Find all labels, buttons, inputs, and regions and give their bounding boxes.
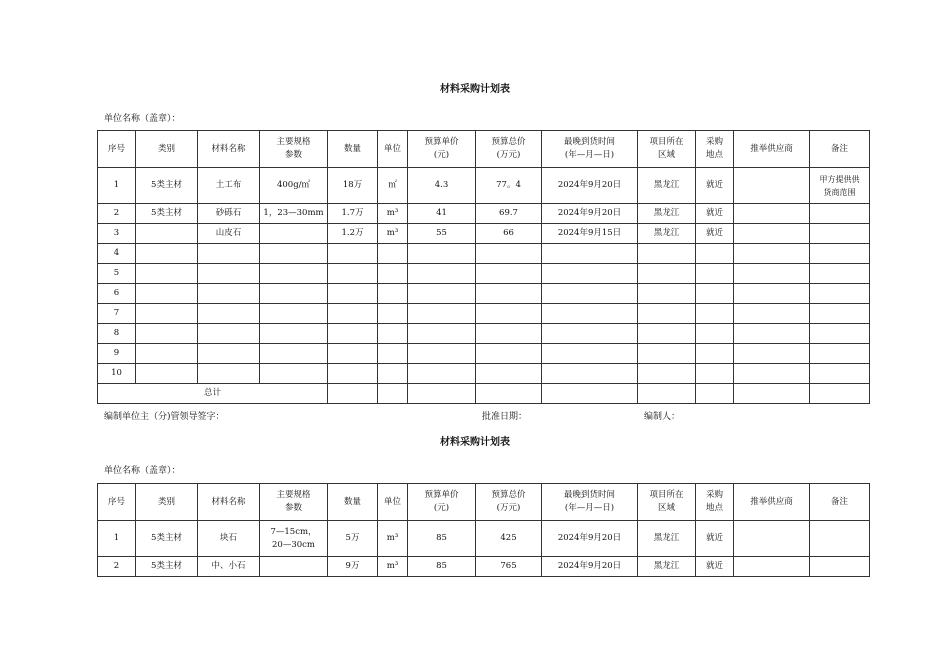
cell-seq: 1 [98, 168, 136, 204]
cell-spec: 7—15cm， 20—30cm [260, 521, 328, 557]
cell-material: 块石 [198, 521, 260, 557]
cell-material: 土工布 [198, 168, 260, 204]
table-row [98, 364, 870, 384]
cell-category: 5类主材 [136, 521, 198, 557]
cell-unit: m³ [378, 521, 408, 557]
cell-seq: 7 [98, 304, 136, 324]
cell-location: 就近 [696, 521, 734, 557]
cell-unit-price: 4.3 [408, 168, 476, 204]
page-title-2: 材料采购计划表 [440, 437, 510, 448]
cell-remark [810, 521, 870, 557]
cell-qty: 18万 [328, 168, 378, 204]
cell-seq: 9 [98, 344, 136, 364]
cell-material: 中、小石 [198, 557, 260, 577]
header-unit: 单位 [378, 131, 408, 168]
unit-name-label-2: 单位名称（盖章）： [104, 466, 181, 476]
cell-remark [810, 204, 870, 224]
header-remark: 备注 [810, 131, 870, 168]
cell-seq: 4 [98, 244, 136, 264]
cell-spec: 400g/㎡ [260, 168, 328, 204]
header-region: 项目所在 区域 [638, 484, 696, 521]
procurement-table-2 [97, 483, 870, 577]
cell-supplier [734, 224, 810, 244]
cell-deadline: 2024年9月20日 [542, 204, 638, 224]
cell-seq: 6 [98, 284, 136, 304]
table-row [98, 304, 870, 324]
header-total-price: 预算总价 (万元) [476, 484, 542, 521]
header-seq: 序号 [98, 484, 136, 521]
cell-unit-price: 85 [408, 521, 476, 557]
cell-unit-price: 55 [408, 224, 476, 244]
cell-seq: 3 [98, 224, 136, 244]
cell-material: 砂砾石 [198, 204, 260, 224]
cell-unit-price: 85 [408, 557, 476, 577]
table-row [98, 557, 870, 577]
cell-unit: m³ [378, 204, 408, 224]
cell-total-price: 69.7 [476, 204, 542, 224]
header-seq: 序号 [98, 131, 136, 168]
header-category: 类别 [136, 484, 198, 521]
table-header-row [98, 131, 870, 168]
total-row [98, 384, 870, 404]
cell-total-price: 77。4 [476, 168, 542, 204]
total-label: 总计 [98, 384, 328, 404]
header-location: 采购 地点 [696, 131, 734, 168]
cell-spec: 1，23—30mm [260, 204, 328, 224]
header-spec: 主要规格 参数 [260, 131, 328, 168]
header-unit-price: 预算单价 (元) [408, 131, 476, 168]
table-row [98, 224, 870, 244]
cell-remark [810, 557, 870, 577]
cell-location: 就近 [696, 168, 734, 204]
header-spec: 主要规格 参数 [260, 484, 328, 521]
cell-supplier [734, 521, 810, 557]
cell-total-price: 425 [476, 521, 542, 557]
table-row [98, 284, 870, 304]
header-unit: 单位 [378, 484, 408, 521]
table-row [98, 521, 870, 557]
cell-total-price: 66 [476, 224, 542, 244]
cell-qty: 9万 [328, 557, 378, 577]
table-row [98, 324, 870, 344]
approve-date-label: 批准日期： [482, 412, 528, 422]
signer-label: 编制单位主（分)管领导签字： [104, 412, 225, 422]
cell-qty: 5万 [328, 521, 378, 557]
header-material: 材料名称 [198, 131, 260, 168]
cell-deadline: 2024年9月20日 [542, 557, 638, 577]
table-row [98, 244, 870, 264]
cell-location: 就近 [696, 224, 734, 244]
cell-unit: m³ [378, 224, 408, 244]
table-row [98, 168, 870, 204]
cell-total-price: 765 [476, 557, 542, 577]
header-material: 材料名称 [198, 484, 260, 521]
header-deadline: 最晚到货时间 (年—月—日) [542, 484, 638, 521]
procurement-table-1 [97, 130, 870, 404]
cell-category: 5类主材 [136, 557, 198, 577]
cell-seq: 10 [98, 364, 136, 384]
header-category: 类别 [136, 131, 198, 168]
cell-deadline: 2024年9月20日 [542, 168, 638, 204]
cell-region: 黑龙江 [638, 557, 696, 577]
cell-region: 黑龙江 [638, 168, 696, 204]
cell-supplier [734, 168, 810, 204]
header-supplier: 推举供应商 [734, 484, 810, 521]
cell-category [136, 224, 198, 244]
cell-region: 黑龙江 [638, 521, 696, 557]
cell-deadline: 2024年9月15日 [542, 224, 638, 244]
cell-unit: m³ [378, 557, 408, 577]
table-row [98, 344, 870, 364]
cell-spec [260, 557, 328, 577]
header-supplier: 推举供应商 [734, 131, 810, 168]
cell-unit-price: 41 [408, 204, 476, 224]
cell-seq: 1 [98, 521, 136, 557]
cell-remark: 甲方提供供 货商范围 [810, 168, 870, 204]
table-row [98, 264, 870, 284]
cell-location: 就近 [696, 557, 734, 577]
cell-material: 山皮石 [198, 224, 260, 244]
header-qty: 数量 [328, 131, 378, 168]
cell-remark [810, 224, 870, 244]
cell-region: 黑龙江 [638, 204, 696, 224]
cell-seq: 8 [98, 324, 136, 344]
cell-location: 就近 [696, 204, 734, 224]
header-deadline: 最晚到货时间 (年—月—日) [542, 131, 638, 168]
unit-name-label: 单位名称（盖章）： [104, 114, 181, 124]
cell-category: 5类主材 [136, 204, 198, 224]
cell-seq: 2 [98, 557, 136, 577]
cell-category: 5类主材 [136, 168, 198, 204]
cell-supplier [734, 557, 810, 577]
cell-qty: 1.2万 [328, 224, 378, 244]
header-region: 项目所在 区域 [638, 131, 696, 168]
cell-region: 黑龙江 [638, 224, 696, 244]
page-title: 材料采购计划表 [440, 84, 510, 95]
header-unit-price: 预算单价 (元) [408, 484, 476, 521]
cell-supplier [734, 204, 810, 224]
cell-qty: 1.7万 [328, 204, 378, 224]
preparer-label: 编制人： [644, 412, 681, 422]
table-header-row [98, 484, 870, 521]
cell-unit: ㎡ [378, 168, 408, 204]
table-row [98, 204, 870, 224]
cell-spec [260, 224, 328, 244]
cell-deadline: 2024年9月20日 [542, 521, 638, 557]
header-location: 采购 地点 [696, 484, 734, 521]
cell-seq: 2 [98, 204, 136, 224]
header-remark: 备注 [810, 484, 870, 521]
header-total-price: 预算总价 (万元) [476, 131, 542, 168]
cell-seq: 5 [98, 264, 136, 284]
header-qty: 数量 [328, 484, 378, 521]
